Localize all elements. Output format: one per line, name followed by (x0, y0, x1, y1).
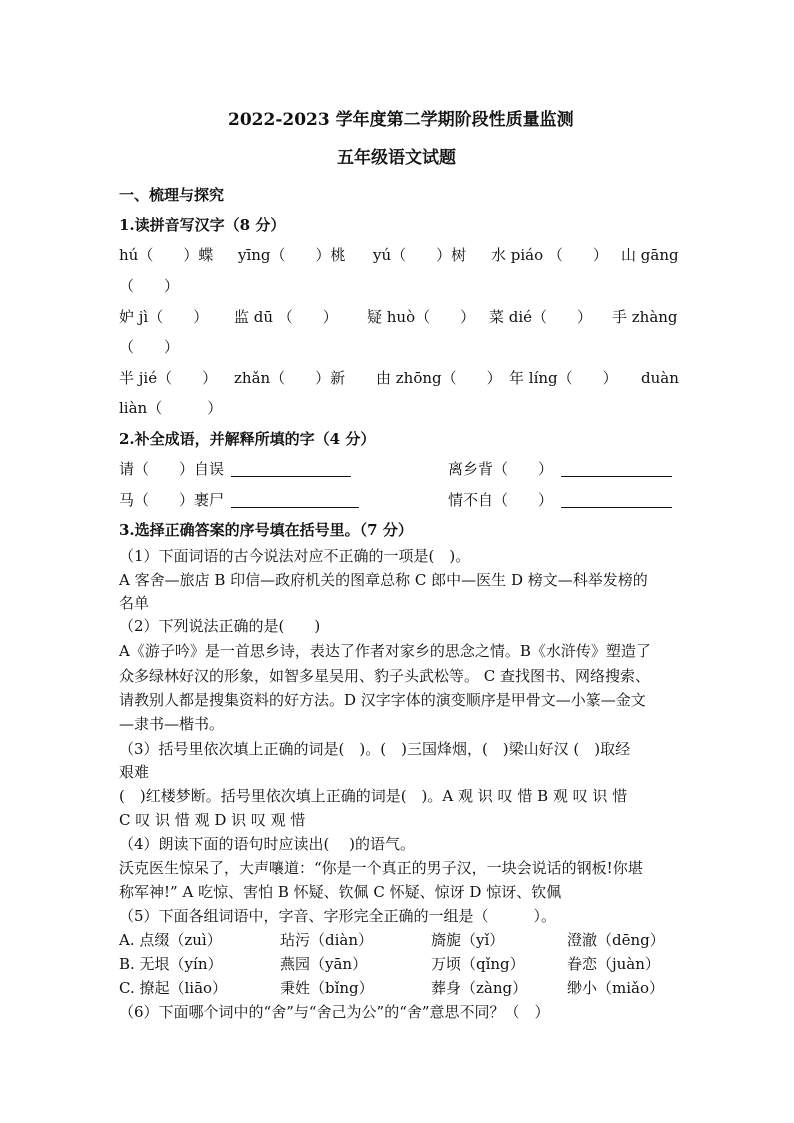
pinyin-item: duàn (641, 369, 679, 387)
pinyin-item: 妒 jì（ ） (119, 308, 209, 326)
pinyin-item: 菜 dié（ ） (489, 308, 593, 326)
section-heading: 一、梳理与探究 (119, 186, 225, 204)
question-line: （2）下列说法正确的是( ) (119, 617, 321, 635)
pinyin-item: 手 zhàng (612, 308, 678, 326)
pinyin-item: zhǎn（ ）新 (234, 369, 346, 387)
question-line: 请教别人都是搜集资料的好方法。D 汉字字体的演变顺序是甲骨文—小篆—金文 (119, 691, 646, 709)
pinyin-item: 半 jié（ ） (119, 369, 218, 387)
question-line: （3）括号里依次填上正确的词是( )。( )三国烽烟，( )梁山好汉 ( )取经 (119, 740, 631, 758)
question-line: 众多绿林好汉的形象，如智多星吴用、豹子头武松等。 C 查找图书、网络搜索、 (119, 667, 651, 685)
pinyin-item: 水 piáo （ ） (491, 246, 608, 264)
option-cell: 澄澈（dēng） (567, 931, 665, 949)
question-line: A 客舍—旅店 B 印信—政府机关的图章总称 C 郎中—医生 D 榜文—科举发榜的 (119, 571, 648, 589)
pinyin-item: yīng（ ）桃 (238, 246, 346, 264)
answer-blank[interactable] (561, 493, 672, 508)
pinyin-item: 年 líng（ ） (509, 369, 618, 387)
idiom-item: 马（ ）裹尸 (119, 491, 225, 509)
pinyin-item: 监 dū （ ） (234, 308, 338, 326)
pinyin-item: 由 zhōng（ ） (376, 369, 502, 387)
option-cell: 缈小（miǎo） (567, 979, 664, 997)
pinyin-item: 疑 huò（ ） (367, 308, 476, 326)
pinyin-item: hú（ ）蝶 (119, 246, 214, 264)
option-cell: 万顷（qǐng） (431, 955, 525, 973)
exam-subtitle: 五年级语文试题 (337, 148, 456, 168)
question-line: 沃克医生惊呆了，大声嚷道：“你是一个真正的男子汉，一块会说话的钢板!你堪 (119, 859, 643, 877)
question-line: ( )红楼梦断。括号里依次填上正确的词是( )。A 观 识 叹 惜 B 观 叹 识 惜 (119, 787, 628, 805)
pinyin-item: （ ） (119, 338, 180, 356)
option-cell: 燕园（yān） (280, 955, 368, 973)
option-cell: B. 无垠（yín） (119, 955, 223, 973)
question-line: 称军神!” A 吃惊、害怕 B 怀疑、钦佩 C 怀疑、惊讶 D 惊讶、钦佩 (119, 883, 562, 901)
option-cell: 旖旎（yǐ） (431, 931, 505, 949)
question-1-heading: 1.读拼音写汉字（8 分） (119, 216, 286, 234)
question-line: （1）下面词语的古今说法对应不正确的一项是( )。 (119, 547, 471, 565)
pinyin-item: 山 gāng (621, 246, 679, 264)
idiom-item: 请（ ）自误 (119, 460, 225, 478)
question-line: —隶书—楷书。 (119, 715, 225, 733)
question-line: （5）下面各组词语中，字音、字形完全正确的一组是（ ）。 (119, 907, 557, 925)
question-line: （4）朗读下面的语句时应读出( )的语气。 (119, 835, 416, 853)
option-cell: 葬身（zàng） (431, 979, 528, 997)
option-cell: A. 点缀（zuì） (119, 931, 222, 949)
idiom-item: 离乡背（ ） (448, 460, 554, 478)
question-line: 艰难 (119, 763, 150, 781)
question-3-heading: 3.选择正确答案的序号填在括号里。（7 分） (119, 521, 413, 539)
question-line: 名单 (119, 594, 150, 612)
pinyin-item: yú（ ）树 (373, 246, 467, 264)
exam-title: 2022-2023 学年度第二学期阶段性质量监测 (228, 110, 574, 130)
option-cell: 眷恋（juàn） (567, 955, 660, 973)
answer-blank[interactable] (561, 462, 672, 477)
idiom-item: 情不自（ ） (448, 491, 554, 509)
question-2-heading: 2.补全成语，并解释所填的字（4 分） (119, 430, 376, 448)
option-cell: 秉姓（bǐng） (280, 979, 374, 997)
option-cell: 玷污（diàn） (280, 931, 374, 949)
pinyin-item: liàn（ ） (119, 399, 223, 417)
question-line: A《游子吟》是一首思乡诗，表达了作者对家乡的思念之情。B《水浒传》塑造了 (119, 642, 651, 660)
option-cell: C. 撩起（liāo） (119, 979, 228, 997)
pinyin-item: （ ） (119, 277, 180, 295)
answer-blank[interactable] (231, 462, 351, 477)
answer-blank[interactable] (231, 493, 359, 508)
question-line: C 叹 识 惜 观 D 识 叹 观 惜 (119, 811, 306, 829)
question-line: （6）下面哪个词中的“舍”与“舍己为公”的“舍”意思不同？（ ） (119, 1003, 550, 1021)
